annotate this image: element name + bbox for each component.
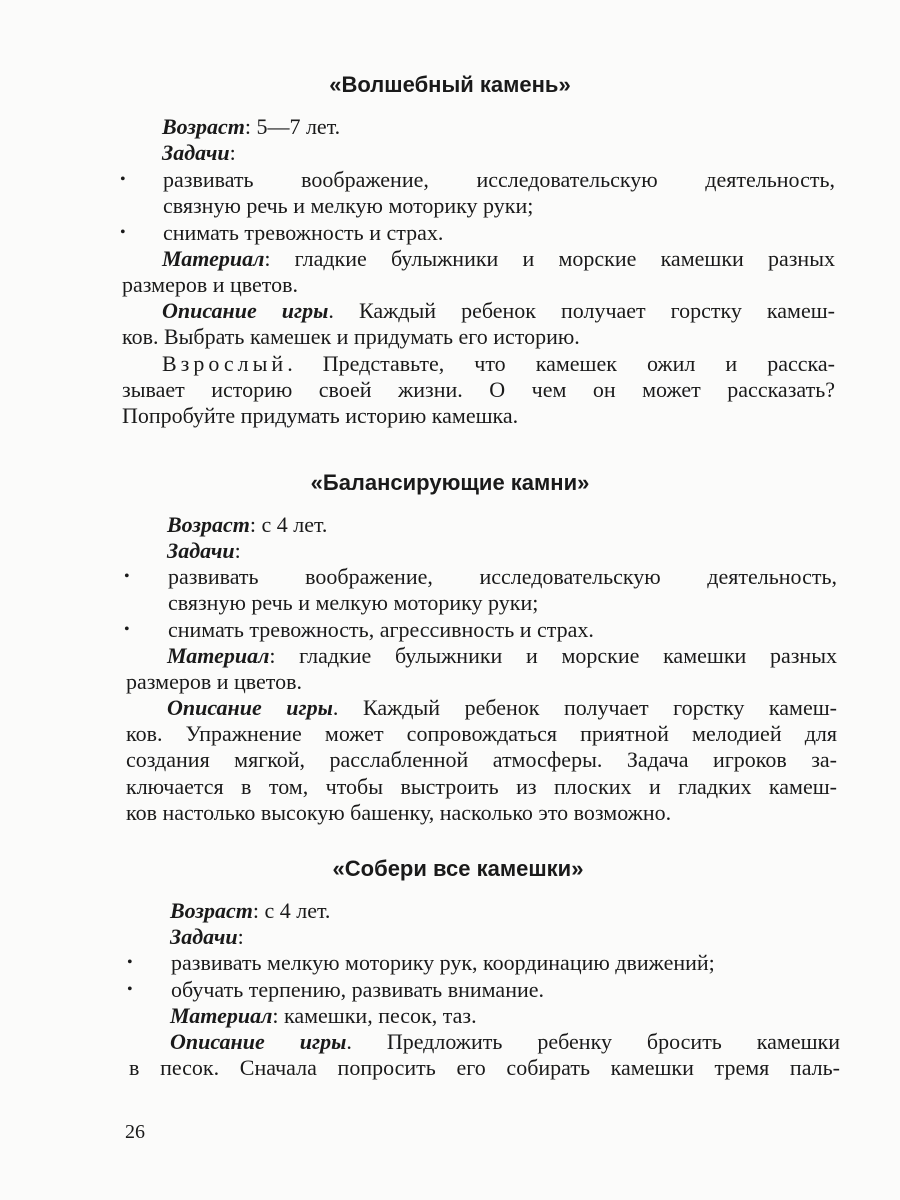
tasks-label: Задачи (170, 924, 238, 949)
game-2-material-line-1 (167, 643, 837, 669)
game-1-tasks-heading (162, 140, 236, 166)
game-2-description-line-3: создания мягкой, расслабленной атмосферы. Задача игроков за- (126, 747, 837, 772)
game-3-task-1: развивать мелкую моторику рук, координацию движений; (171, 950, 715, 975)
bullet-icon: • (127, 981, 133, 998)
material-label: Материал (162, 246, 265, 271)
game-2-description-line-1 (167, 695, 837, 721)
material-label: Материал (170, 1003, 273, 1028)
page-number: 26 (125, 1121, 145, 1143)
game-1-material-line-2: размеров и цветов. (122, 272, 298, 297)
age-value: : с 4 лет. (252, 898, 331, 923)
game-1-adult-line-1 (162, 351, 835, 377)
tasks-colon: : (237, 924, 244, 949)
game-2-description-line-2: ков. Упражнение может сопровождаться приятной мелодией для (126, 721, 837, 746)
age-value: : с 4 лет. (249, 512, 328, 537)
adult-label: Взрослый (162, 351, 288, 376)
tasks-label: Задачи (162, 140, 230, 165)
game-3-title: «Собери все камешки» (332, 856, 584, 881)
age-label: Возраст (162, 114, 245, 139)
description-text: . Предложить ребенку бросить камешки (346, 1029, 841, 1054)
age-value: : 5—7 лет. (244, 114, 341, 139)
game-1-task-1-line-1: развивать воображение, исследовательскую деятельность, (163, 167, 835, 192)
game-1-task-1-line-2: связную речь и мелкую моторику руки; (163, 193, 534, 218)
game-2-description-line-4: ключается в том, чтобы выстроить из плоских и гладких камеш- (126, 774, 837, 799)
game-1-material-line-1 (162, 246, 835, 272)
tasks-label: Задачи (167, 538, 235, 563)
description-label: Описание игры (162, 298, 329, 323)
game-3-task-2: обучать терпению, развивать внимание. (171, 977, 545, 1002)
description-label: Описание игры (167, 695, 333, 720)
game-1-age (162, 114, 340, 140)
game-2-title: «Балансирующие камни» (310, 470, 590, 495)
description-text: . Каждый ребенок получает горстку камеш- (332, 695, 838, 720)
tasks-colon: : (234, 538, 241, 563)
material-text: : камешки, песок, таз. (272, 1003, 477, 1028)
game-2-task-1-line-2: связную речь и мелкую моторику руки; (168, 590, 539, 615)
game-2-material-line-2: размеров и цветов. (126, 669, 302, 694)
game-1-adult-line-2: зывает историю своей жизни. О чем он может рассказать? (122, 377, 835, 402)
game-1-title: «Волшебный камень» (329, 72, 571, 97)
bullet-icon: • (120, 171, 126, 188)
bullet-icon: • (124, 568, 130, 585)
description-text: . Каждый ребенок получает горстку камеш- (328, 298, 836, 323)
game-2-description-line-5: ков настолько высокую башенку, насколько это возможно. (126, 800, 672, 825)
game-3-age (170, 898, 330, 924)
bullet-icon: • (120, 224, 126, 241)
material-text: : гладкие булыжники и морские камешки разных (264, 246, 835, 271)
game-2-task-1-line-1: развивать воображение, исследовательскую деятельность, (168, 564, 837, 589)
game-1-task-2: снимать тревожность и страх. (163, 220, 444, 245)
game-1-description-line-2: ков. Выбрать камешек и придумать его историю. (122, 324, 580, 349)
tasks-colon: : (229, 140, 236, 165)
material-label: Материал (167, 643, 270, 668)
game-3-description-line-1 (170, 1029, 840, 1055)
adult-text: . Представьте, что камешек ожил и расска- (287, 351, 835, 376)
game-1-adult-line-3: Попробуйте придумать историю камешка. (122, 403, 519, 428)
bullet-icon: • (124, 621, 130, 638)
game-3-tasks-heading (170, 924, 244, 950)
age-label: Возраст (170, 898, 253, 923)
game-2-task-2: снимать тревожность, агрессивность и страх. (168, 617, 594, 642)
material-text: : гладкие булыжники и морские камешки разных (269, 643, 837, 668)
game-2-tasks-heading (167, 538, 241, 564)
bullet-icon: • (127, 954, 133, 971)
age-label: Возраст (167, 512, 250, 537)
game-1-description-line-1 (162, 298, 835, 324)
game-3-material (170, 1003, 477, 1029)
description-label: Описание игры (170, 1029, 347, 1054)
game-3-description-line-2: в песок. Сначала попросить его собирать камешки тремя паль- (129, 1055, 840, 1080)
game-2-age (167, 512, 327, 538)
